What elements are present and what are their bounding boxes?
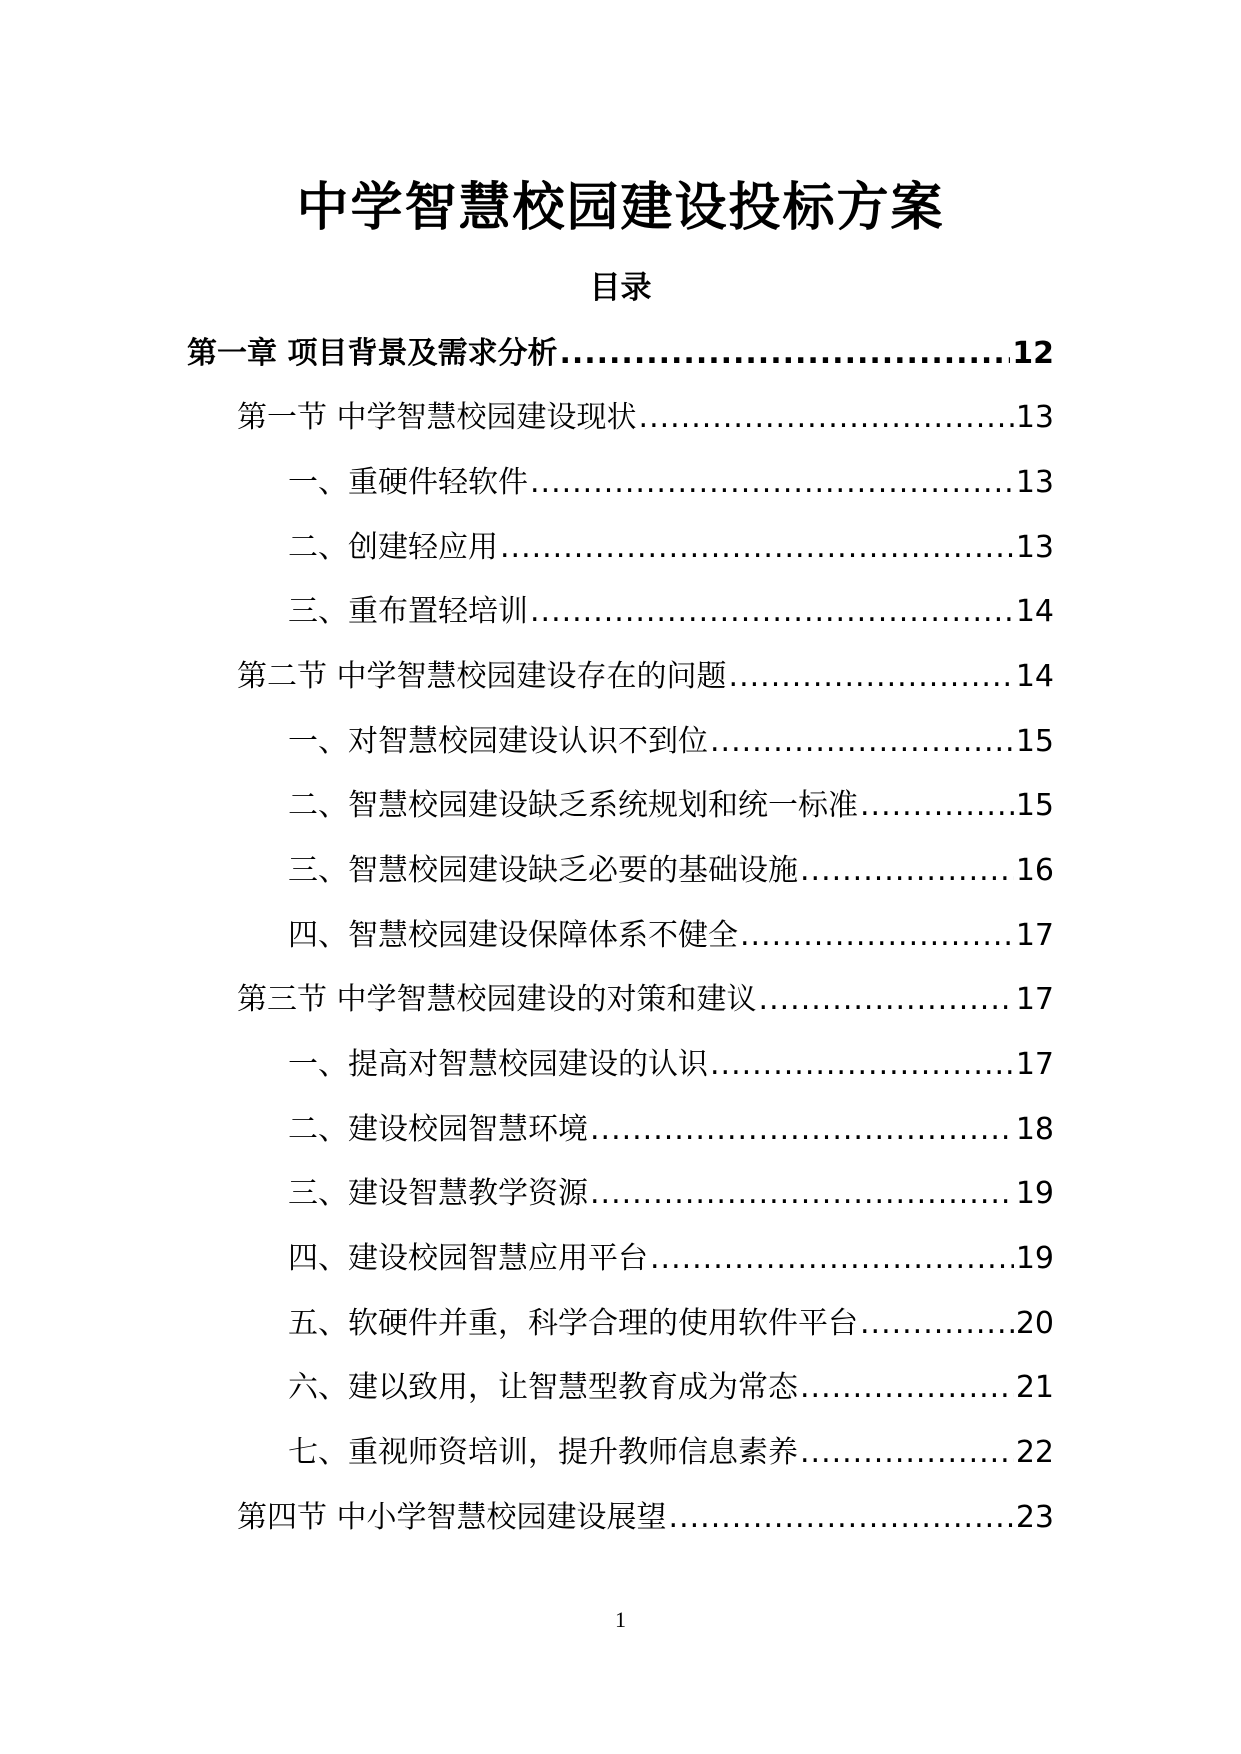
toc-entry-section-1[interactable]	[237, 396, 1054, 440]
toc-dot-leader	[530, 590, 1014, 634]
toc-entry-page: 23	[1015, 1500, 1054, 1535]
toc-entry-item[interactable]	[288, 720, 1054, 764]
toc-entry-item[interactable]	[288, 526, 1054, 570]
toc-dot-leader	[759, 978, 1014, 1022]
toc-dot-leader	[800, 849, 1014, 893]
toc-dot-leader	[710, 1043, 1014, 1087]
toc-entry-label: 第三节 中学智慧校园建设的对策和建议	[237, 982, 757, 1017]
toc-entry-chapter-1[interactable]	[187, 332, 1054, 376]
toc-dot-leader	[729, 655, 1014, 699]
toc-entry-page: 15	[1015, 724, 1054, 759]
toc-entry-item[interactable]	[288, 461, 1054, 505]
toc-entry-label: 一、提高对智慧校园建设的认识	[288, 1047, 708, 1082]
toc-entry-page: 17	[1015, 982, 1054, 1017]
toc-dot-leader	[590, 1172, 1014, 1216]
toc-dot-leader	[860, 1302, 1014, 1346]
toc-dot-leader	[740, 914, 1014, 958]
toc-entry-label: 一、对智慧校园建设认识不到位	[288, 724, 708, 759]
toc-entry-item[interactable]	[288, 1302, 1054, 1346]
toc-entry-page: 16	[1015, 853, 1054, 888]
toc-entry-item[interactable]	[288, 590, 1054, 634]
toc-entry-item[interactable]	[288, 1172, 1054, 1216]
toc-entry-label: 三、建设智慧教学资源	[288, 1176, 588, 1211]
toc-dot-leader	[559, 332, 1010, 376]
toc-dot-leader	[639, 396, 1014, 440]
toc-entry-section-2[interactable]	[237, 655, 1054, 699]
toc-entry-label: 七、重视师资培训，提升教师信息素养	[288, 1435, 798, 1470]
toc-entry-label: 二、建设校园智慧环境	[288, 1112, 588, 1147]
toc-entry-label: 三、重布置轻培训	[288, 594, 528, 629]
toc-entry-label: 第二节 中学智慧校园建设存在的问题	[237, 659, 727, 694]
toc-entry-page: 14	[1015, 594, 1054, 629]
toc-dot-leader	[800, 1366, 1014, 1410]
toc-entry-label: 五、软硬件并重，科学合理的使用软件平台	[288, 1306, 858, 1341]
toc-dot-leader	[669, 1496, 1014, 1540]
toc-entry-page: 21	[1015, 1370, 1054, 1405]
toc-entry-label: 第一节 中学智慧校园建设现状	[237, 400, 637, 435]
toc-entry-label: 二、智慧校园建设缺乏系统规划和统一标准	[288, 788, 858, 823]
toc-entry-label: 四、智慧校园建设保障体系不健全	[288, 918, 738, 953]
toc-entry-page: 15	[1015, 788, 1054, 823]
toc-dot-leader	[590, 1108, 1014, 1152]
toc-entry-page: 20	[1015, 1306, 1054, 1341]
toc-entry-item[interactable]	[288, 784, 1054, 828]
toc-entry-page: 17	[1015, 1047, 1054, 1082]
toc-entry-label: 一、重硬件轻软件	[288, 465, 528, 500]
toc-dot-leader	[650, 1237, 1014, 1281]
document-title: 中学智慧校园建设投标方案	[296, 178, 945, 238]
toc-entry-page: 13	[1015, 530, 1054, 565]
toc-entry-page: 13	[1015, 465, 1054, 500]
toc-dot-leader	[500, 526, 1014, 570]
toc-entry-page: 14	[1015, 659, 1054, 694]
toc-entry-section-4[interactable]	[237, 1496, 1054, 1540]
toc-entry-item[interactable]	[288, 1366, 1054, 1410]
toc-entry-page: 22	[1015, 1435, 1054, 1470]
toc-entry-label: 第一章 项目背景及需求分析	[187, 336, 558, 371]
toc-entry-page: 19	[1015, 1176, 1054, 1211]
toc-entry-page: 17	[1015, 918, 1054, 953]
toc-entry-page: 13	[1015, 400, 1054, 435]
toc-entry-item[interactable]	[288, 1431, 1054, 1475]
toc-dot-leader	[530, 461, 1014, 505]
toc-entry-item[interactable]	[288, 1108, 1054, 1152]
toc-entry-label: 第四节 中小学智慧校园建设展望	[237, 1500, 667, 1535]
toc-dot-leader	[710, 720, 1014, 764]
toc-entry-item[interactable]	[288, 1237, 1054, 1281]
toc-entry-page: 18	[1015, 1112, 1054, 1147]
toc-dot-leader	[800, 1431, 1014, 1475]
toc-entry-item[interactable]	[288, 914, 1054, 958]
toc-entry-item[interactable]	[288, 849, 1054, 893]
toc-dot-leader	[860, 784, 1014, 828]
toc-heading: 目录	[589, 270, 652, 306]
toc-entry-label: 二、创建轻应用	[288, 530, 498, 565]
toc-entry-label: 三、智慧校园建设缺乏必要的基础设施	[288, 853, 798, 888]
toc-entry-item[interactable]	[288, 1043, 1054, 1087]
toc-entry-label: 四、建设校园智慧应用平台	[288, 1241, 648, 1276]
toc-entry-label: 六、建以致用，让智慧型教育成为常态	[288, 1370, 798, 1405]
toc-entry-page: 19	[1015, 1241, 1054, 1276]
toc-entry-page: 12	[1012, 336, 1054, 371]
page-number: 1	[615, 1607, 626, 1632]
toc-entry-section-3[interactable]	[237, 978, 1054, 1022]
